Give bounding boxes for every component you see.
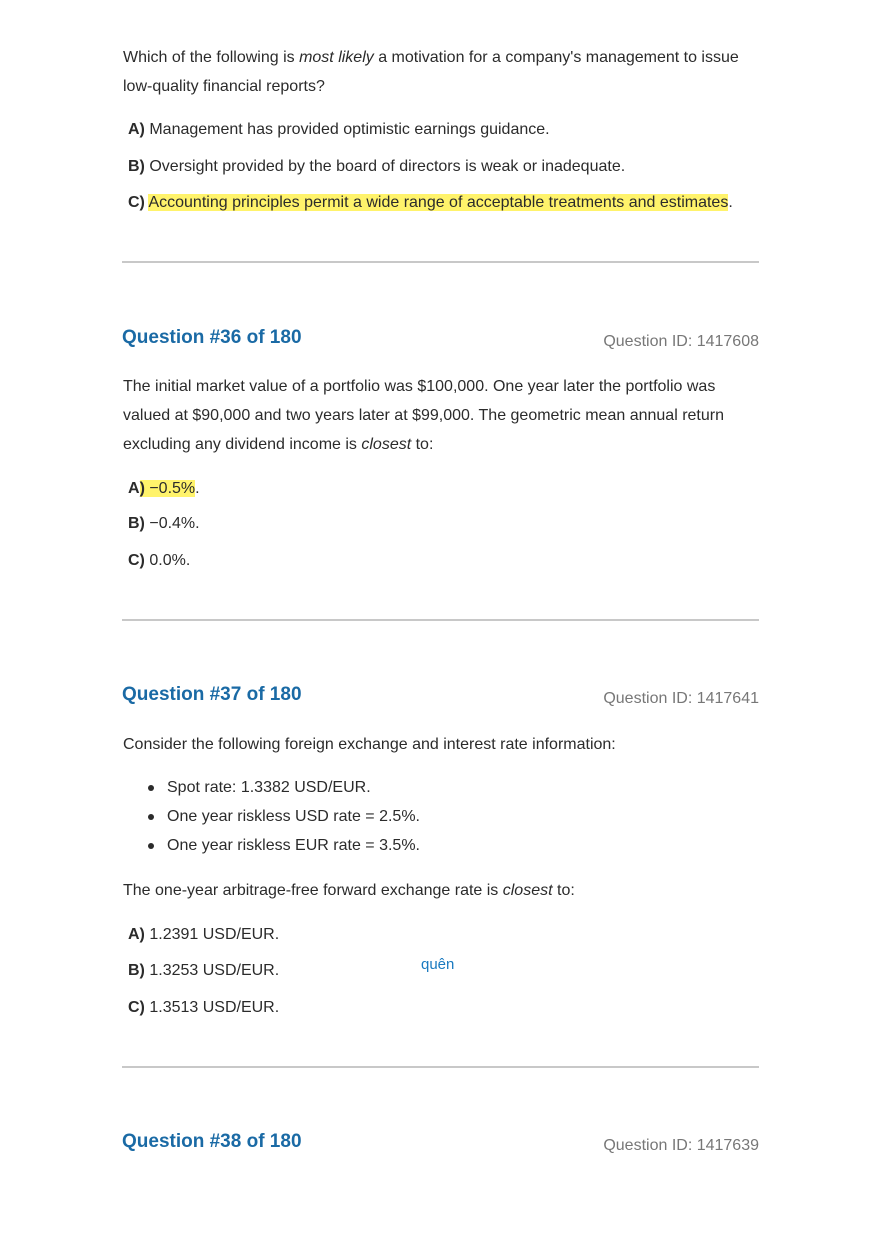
q36-option-c[interactable]: C) 0.0%. — [128, 552, 191, 569]
q36-option-a[interactable]: A) −0.5%. — [128, 480, 200, 497]
list-item: One year riskless EUR rate = 3.5%. — [167, 837, 420, 854]
q35-option-c[interactable]: C) Accounting principles permit a wide range of acceptable treatments and estimates. — [128, 194, 733, 211]
bullet-icon — [148, 785, 154, 791]
q37-stem: The one-year arbitrage-free forward exchange rate is closest to: — [123, 882, 575, 899]
highlight: Accounting principles permit a wide range of acceptable treatments and estimates — [148, 194, 729, 211]
divider — [122, 261, 759, 263]
divider — [122, 1066, 759, 1068]
q37-intro: Consider the following foreign exchange and interest rate information: — [123, 736, 616, 753]
q36-id: Question ID: 1417608 — [603, 333, 759, 350]
highlight: ) −0.5% — [139, 480, 196, 497]
q36-stem: The initial market value of a portfolio was $100,000. One year later the portfolio was valued at $90,000 and two years later at $99,000. The geometric mean annual return excluding any dividend income is closest to: — [123, 378, 724, 453]
bullet-icon — [148, 814, 154, 820]
list-item: One year riskless USD rate = 2.5%. — [167, 808, 420, 825]
q35-option-a[interactable]: A) Management has provided optimistic earnings guidance. — [128, 121, 550, 138]
q37-title: Question #37 of 180 — [122, 684, 302, 705]
divider — [122, 619, 759, 621]
q36-option-b[interactable]: B) −0.4%. — [128, 515, 200, 532]
handwritten-note: quên — [421, 956, 455, 973]
bullet-icon — [148, 843, 154, 849]
q38-title: Question #38 of 180 — [122, 1131, 302, 1152]
q35-stem: Which of the following is most likely a motivation for a company's management to issue low-quality financial reports? — [123, 49, 739, 95]
q37-option-a[interactable]: A) 1.2391 USD/EUR. — [128, 926, 280, 943]
q38-id: Question ID: 1417639 — [603, 1137, 759, 1154]
q36-title: Question #36 of 180 — [122, 327, 302, 348]
q35-option-b[interactable]: B) Oversight provided by the board of directors is weak or inadequate. — [128, 158, 626, 175]
q37-id: Question ID: 1417641 — [603, 690, 759, 707]
list-item: Spot rate: 1.3382 USD/EUR. — [167, 779, 371, 796]
q37-option-c[interactable]: C) 1.3513 USD/EUR. — [128, 999, 280, 1016]
q37-option-b[interactable]: B) 1.3253 USD/EUR. — [128, 962, 280, 979]
